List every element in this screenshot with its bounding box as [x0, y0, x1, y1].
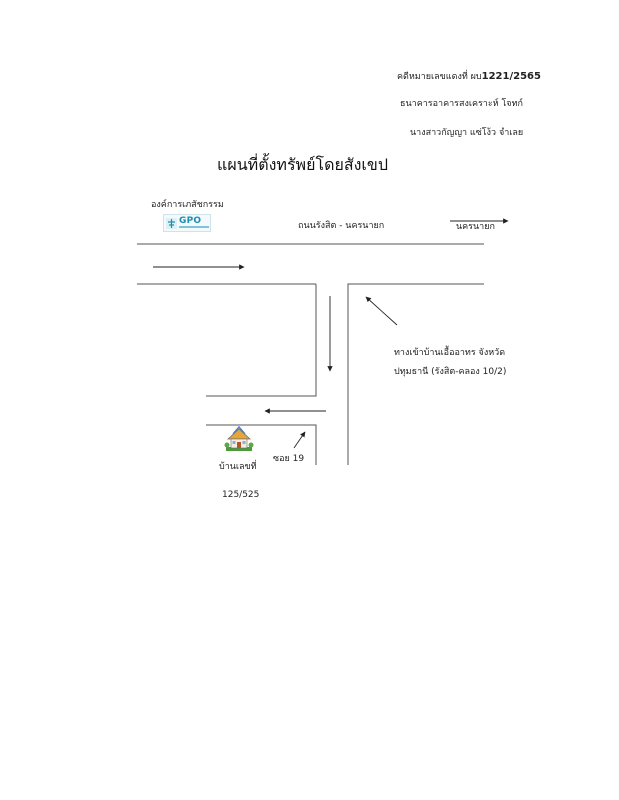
- entrance-label-line1: ทางเข้าบ้านเอื้ออาทร จังหวัด: [394, 348, 506, 358]
- main-road-label: ถนนรังสิต - นครนายก: [298, 221, 385, 231]
- plaintiff-line: ธนาคารอาคารสงเคราะห์ โจทก์: [400, 99, 523, 109]
- side-road-left-edge: [206, 284, 316, 396]
- arrow-icon: [366, 297, 397, 325]
- direction-label: นครนายก: [456, 222, 495, 232]
- gpo-logo-icon: GPO: [163, 214, 211, 232]
- page-title: แผนที่ตั้งทรัพย์โดยสังเขป: [217, 155, 388, 174]
- case-number: 1221/2565: [481, 71, 541, 82]
- defendant-line: นางสาวกัญญา แซ่โง้ว จำเลย: [410, 128, 524, 138]
- entrance-label-line2: ปทุมธานี (รังสิต-คลอง 10/2): [394, 367, 507, 377]
- arrow-icon: [294, 432, 305, 448]
- house-number: 125/525: [222, 490, 260, 500]
- gpo-label: องค์การเภสัชกรรม: [151, 200, 224, 210]
- house-label: บ้านเลขที่: [219, 462, 257, 472]
- case-label: คดีหมายเลขแดงที่ ผบ: [397, 72, 482, 82]
- house-icon: [224, 425, 254, 453]
- soi-label: ซอย 19: [273, 454, 305, 464]
